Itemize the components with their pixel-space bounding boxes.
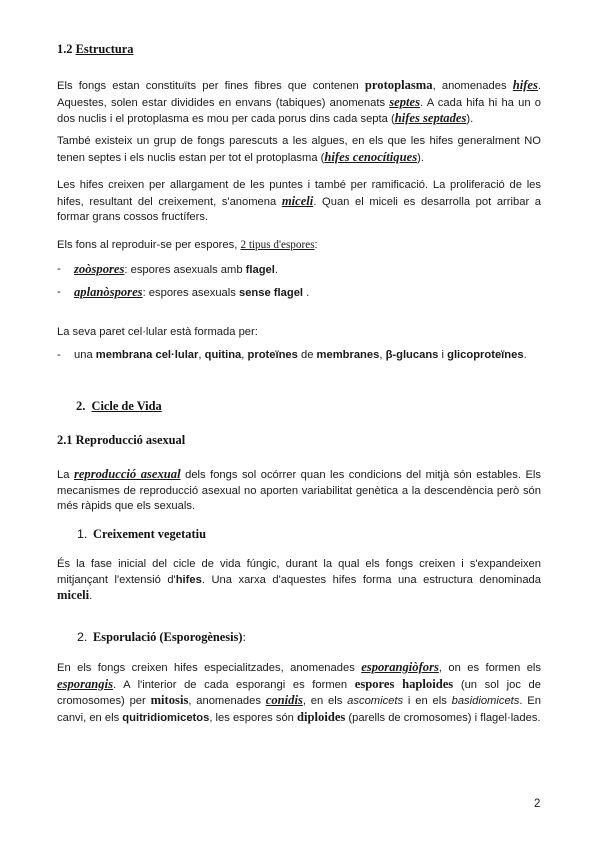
text: : bbox=[314, 239, 318, 251]
text: , en els bbox=[302, 695, 348, 707]
subheading-vegetative-growth bbox=[77, 527, 206, 542]
text: i en els bbox=[403, 695, 452, 707]
keyword: reproducció asexual bbox=[73, 467, 181, 481]
list-item-cell-wall bbox=[57, 348, 541, 364]
keyword: miceli bbox=[57, 588, 90, 602]
italic-term: basidiomicets bbox=[451, 695, 520, 707]
section-heading-2 bbox=[76, 399, 162, 414]
text: una bbox=[74, 349, 96, 361]
section-number: 2.1 bbox=[57, 433, 73, 447]
text: : espores asexuals amb bbox=[124, 264, 246, 276]
bold-term: membranes bbox=[316, 349, 380, 361]
text: Les hifes creixen per allargament de les puntes i també per ramificació. La proliferació de les hifes, resultant del creixement, s'anomena bbox=[57, 179, 541, 208]
paragraph-mycelium bbox=[57, 178, 541, 226]
text: . Quan el miceli es desarrolla pot arribar a formar grans cossos fructífers. bbox=[57, 195, 541, 223]
section-number: 1.2 bbox=[57, 42, 73, 56]
text: , bbox=[379, 349, 386, 361]
section-title: Reproducció asexual bbox=[75, 433, 186, 447]
text: Els fongs estan constituïts per fines fibres que contenen bbox=[57, 80, 365, 92]
text: Els fons al reproduir-se per espores, bbox=[57, 239, 241, 251]
text: i bbox=[438, 349, 448, 361]
text: , bbox=[241, 349, 248, 361]
text: . En canvi, en els bbox=[57, 695, 541, 724]
text: . A l'interior de cada esporangi es formen bbox=[112, 678, 355, 691]
text: , anomenades bbox=[432, 80, 513, 92]
text: . Aquestes, solen estar dividides en envans (tabiques) anomenats bbox=[57, 80, 541, 109]
bold-term: quitridiomicetos bbox=[122, 711, 210, 724]
text: La seva paret cel·lular està formada per: bbox=[57, 326, 258, 338]
subheading-sporulation bbox=[77, 630, 246, 645]
keyword: conidis bbox=[265, 693, 303, 707]
keyword: hifes bbox=[512, 78, 538, 92]
bold-term: hifes bbox=[175, 573, 202, 586]
keyword: 2 tipus d'espores bbox=[240, 239, 315, 251]
text: En els fongs creixen hifes especialitzades, anomenades bbox=[57, 662, 362, 674]
paragraph-hyphae bbox=[57, 78, 541, 128]
keyword: septes bbox=[389, 94, 421, 109]
section-heading-1-2 bbox=[57, 42, 133, 57]
bold-term: proteïnes bbox=[247, 349, 298, 361]
paragraph-vegetative-growth bbox=[57, 557, 541, 605]
text: ). bbox=[417, 151, 424, 164]
bold-term: glicoproteïnes bbox=[447, 349, 524, 361]
italic-term: ascomicets bbox=[347, 695, 404, 707]
paragraph-cell-wall bbox=[57, 325, 541, 341]
keyword: zoòspores bbox=[74, 262, 125, 276]
text: , les espores són bbox=[209, 711, 298, 724]
text: de bbox=[297, 349, 317, 361]
bold-term: sense flagel bbox=[238, 287, 304, 299]
keyword: mitosis bbox=[150, 693, 189, 707]
list-number: 1. bbox=[77, 527, 88, 541]
bold-term: flagel bbox=[245, 264, 275, 276]
section-heading-2-1 bbox=[57, 433, 185, 448]
section-title: Estructura bbox=[75, 42, 134, 56]
keyword: miceli bbox=[281, 193, 314, 208]
text: (un sol joc de cromosomes) per bbox=[57, 678, 541, 707]
list-item-zoospores bbox=[57, 262, 541, 279]
list-number: 2. bbox=[77, 630, 88, 644]
page-number: 2 bbox=[534, 798, 541, 810]
bold-term: quitina bbox=[204, 349, 242, 361]
bullet: - bbox=[57, 349, 61, 361]
subheading-title: Esporulació (Esporogènesis) bbox=[93, 630, 243, 644]
keyword: hifes cenocítiques bbox=[324, 149, 418, 164]
text: , on es formen els bbox=[438, 662, 541, 674]
text: (parells de cromosomes) i flagel·lades. bbox=[345, 711, 541, 724]
bullet: - bbox=[57, 263, 61, 275]
text: . A cada hifa hi ha un o dos nuclis i el protoplasma es mou per cada porus dins cada septa ( bbox=[57, 96, 541, 125]
list-item-aplanospores bbox=[57, 285, 541, 302]
text: ). bbox=[466, 113, 474, 125]
text: , bbox=[198, 349, 205, 361]
text: , anomenades bbox=[188, 695, 266, 707]
text: És la fase inicial del cicle de vida fúngic, durant la qual els fongs creixen i s'expandeixen mitjançant l'extensió d' bbox=[57, 558, 541, 586]
paragraph-asexual-reproduction bbox=[57, 467, 541, 515]
text: . bbox=[274, 264, 278, 276]
text: La bbox=[57, 469, 74, 481]
subheading-title: Creixement vegetatiu bbox=[93, 527, 206, 541]
text: . Una xarxa d'aquestes hifes forma una estructura denominada bbox=[201, 573, 541, 586]
paragraph-spores-intro bbox=[57, 238, 541, 254]
keyword: hifes septades bbox=[394, 111, 467, 125]
text: dels fongs sol ocórrer quan les condicions del mitjà són estables. Els mecanismes de reproducció asexual no aporten variabilitat genètica a la descendència però són més ràpids que els sexuals. bbox=[57, 469, 541, 512]
section-title: Cicle de Vida bbox=[91, 399, 162, 413]
keyword: protoplasma bbox=[364, 78, 433, 92]
text: : espores asexuals bbox=[142, 287, 239, 299]
bold-term: β-glucans bbox=[385, 349, 439, 361]
text: . bbox=[523, 349, 527, 361]
paragraph-sporulation bbox=[57, 660, 541, 726]
keyword: esporangis bbox=[57, 676, 113, 691]
keyword: esporangiòfors bbox=[361, 660, 439, 674]
paragraph-coenocytic bbox=[57, 134, 541, 166]
bold-term: membrana cel·lular bbox=[95, 349, 199, 361]
section-number: 2. bbox=[76, 399, 86, 413]
text: . bbox=[303, 287, 310, 299]
keyword: aplanòspores bbox=[74, 285, 143, 299]
bullet: - bbox=[57, 286, 61, 298]
keyword: espores haploides bbox=[354, 676, 454, 691]
text: : bbox=[242, 630, 246, 644]
keyword: diploides bbox=[297, 709, 346, 724]
text: . bbox=[89, 590, 93, 602]
text: També existeix un grup de fongs parescuts a les algues, en els que les hifes generalment NO tenen septes i els nuclis estan per tot el protoplasma ( bbox=[57, 135, 541, 164]
